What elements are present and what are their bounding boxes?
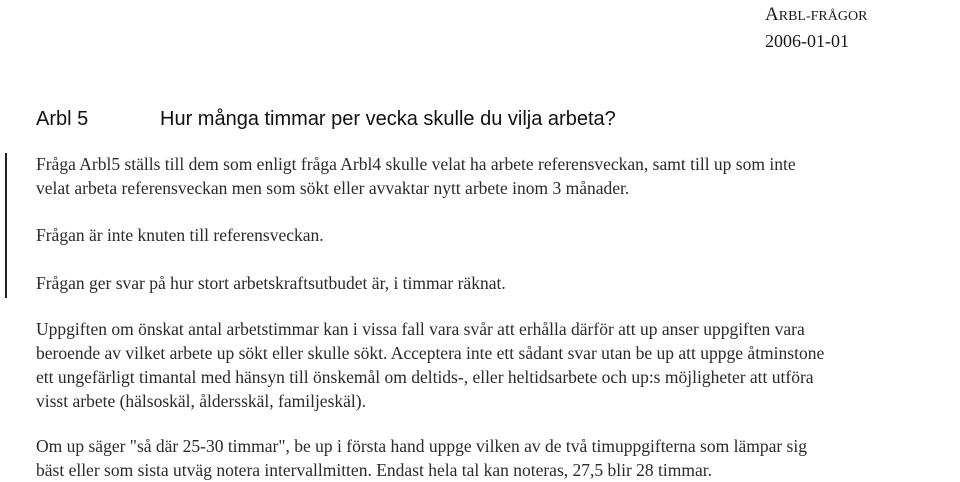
paragraph-purpose [36, 271, 960, 295]
document-title [765, 2, 867, 29]
paragraph-line: visst arbete (hälsoskäl, åldersskäl, familjeskäl). [36, 391, 366, 411]
paragraph-line: beroende av vilket arbete up sökt eller skulle sökt. Acceptera inte ett sådant svar utan be up att uppge åtminstone [36, 343, 825, 363]
paragraph-line: ett ungefärligt timantal med hänsyn till önskemål om deltids-, eller heltidsarbete och up:s möjligheter att utföra [36, 367, 814, 387]
revision-bar [5, 153, 7, 298]
paragraph-line: Uppgiften om önskat antal arbetstimmar kan i vissa fall vara svår att erhålla därför att up anser uppgiften vara [36, 319, 805, 339]
paragraph-interval-rule [36, 434, 960, 482]
paragraph-reference-week [36, 223, 960, 247]
paragraph-line: Om up säger "så där 25-30 timmar", be up i första hand uppge vilken av de två timuppgifterna som lämpar sig [36, 436, 807, 456]
paragraph-line: Frågan ger svar på hur stort arbetskraftsutbudet är, i timmar räknat. [36, 273, 506, 293]
paragraph-scope [36, 152, 960, 200]
question-code: Arbl 5 [36, 108, 89, 130]
paragraph-line: velat arbeta referensveckan men som sökt eller avvaktar nytt arbete inom 3 månader. [36, 178, 630, 198]
paragraph-line: bäst eller som sista utväg notera intervallmitten. Endast hela tal kan noteras, 27,5 blir 28 timmar. [36, 460, 713, 480]
document-title-rest: RBL-FRÅGOR [778, 9, 868, 24]
paragraph-line: Fråga Arbl5 ställs till dem som enligt fråga Arbl4 skulle velat ha arbete referensveckan, samt till up som inte [36, 154, 796, 174]
document-header [765, 2, 867, 54]
paragraph-line: Frågan är inte knuten till referensveckan. [36, 225, 324, 245]
paragraph-instructions [36, 317, 960, 413]
question-text: Hur många timmar per vecka skulle du vilja arbeta? [160, 108, 616, 130]
document-date: 2006-01-01 [765, 31, 849, 51]
document-title-initial: A [765, 4, 779, 25]
